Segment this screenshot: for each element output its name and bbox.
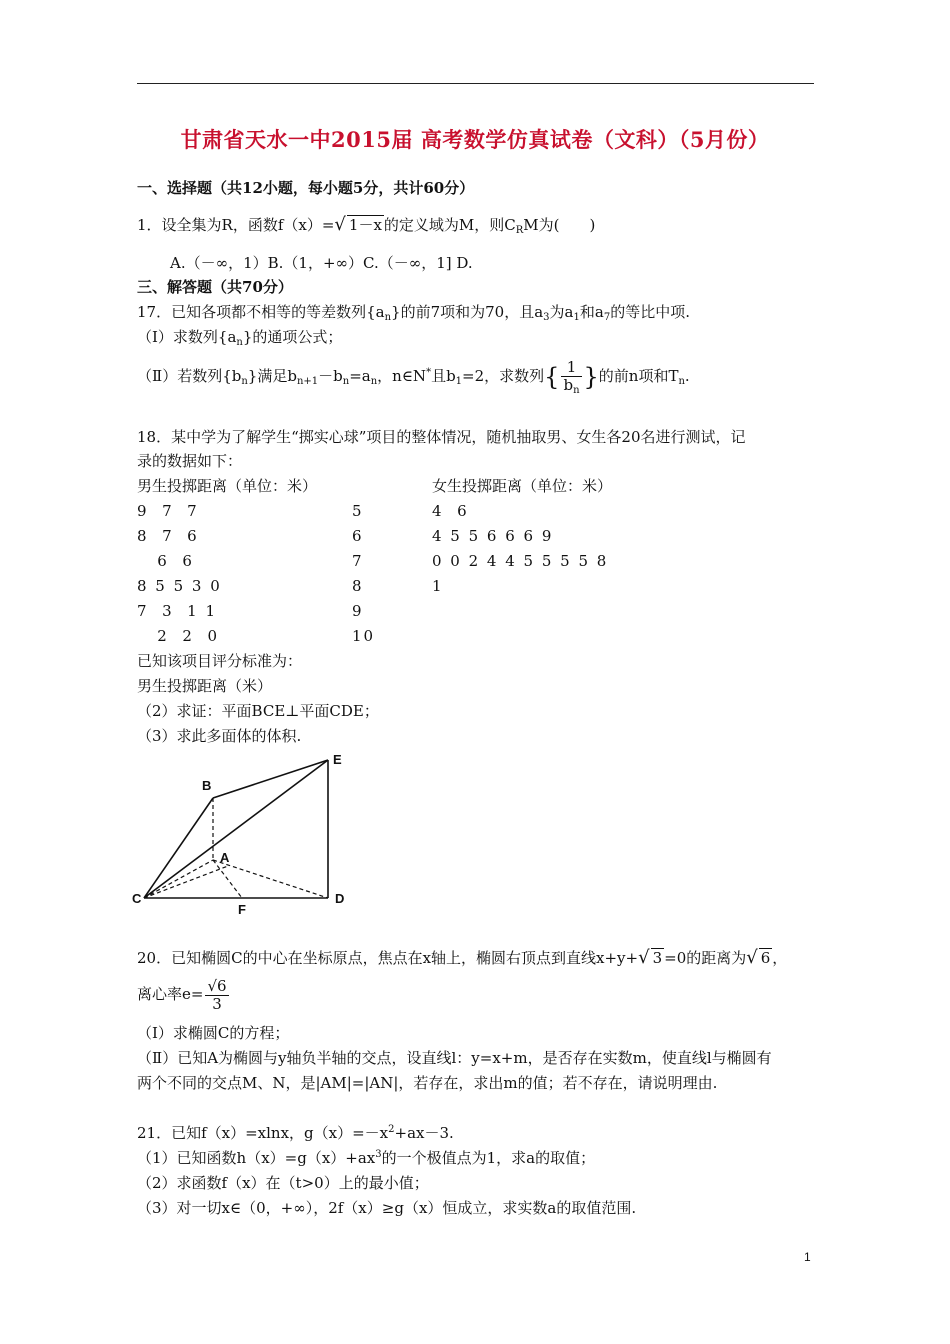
label-f: F <box>238 902 246 917</box>
q17-part2-sub: 1 <box>455 376 463 387</box>
q17-part2 <box>137 358 690 397</box>
q21-part3: （3）对一切x∈（0，+∞），2f（x）≥g（x）恒成立，求实数a的取值范围. <box>137 1199 637 1217</box>
q21-part1 <box>137 1149 595 1170</box>
q18-male-label: 男生投掷距离（米） <box>137 677 273 695</box>
q17-part2-sup: * <box>426 367 432 378</box>
male-leaves: 6 6 <box>137 552 194 570</box>
right-brace: } <box>583 363 599 391</box>
q17-part1-sub: n <box>236 337 243 348</box>
edge-bc <box>144 798 213 898</box>
q21-sup: 2 <box>388 1124 395 1135</box>
den-sub: n <box>573 384 580 396</box>
q20-part2-line1: （Ⅱ）已知A为椭圆与y轴负半轴的交点，设直线l：y=x+m，是否存在实数m，使直线l与椭圆有 <box>137 1049 772 1067</box>
q21-part1-text: 的一个极值点为1，求a的取值； <box>381 1149 596 1167</box>
section-heading-answers: 三、解答题（共70分） <box>137 278 293 296</box>
q17-part2-text: =2，求数列 <box>462 367 545 385</box>
stem-value: 5 <box>352 502 364 520</box>
section-heading-choice: 一、选择题（共12小题，每小题5分，共计60分） <box>137 179 475 197</box>
q21-part1-sup: 3 <box>375 1149 382 1160</box>
q20-line1 <box>137 948 787 967</box>
q20-line2 <box>137 976 231 1013</box>
q17-sub: 3 <box>543 312 550 323</box>
edge-ad <box>213 860 328 898</box>
question-1 <box>137 215 595 237</box>
label-b: B <box>202 778 212 793</box>
q17-text: 为a <box>549 303 574 321</box>
q20-text: =0的距离为 <box>664 949 747 967</box>
q17-part2-text: }满足b <box>247 367 297 385</box>
stem-value: 10 <box>352 627 376 645</box>
q20-part2-line2: 两个不同的交点M、N，是|AM|=|AN|，若存在，求出m的值；若不存在，请说明理由. <box>137 1074 718 1092</box>
q1-prefix: 1．设全集为R，函数f（x）= <box>137 216 335 234</box>
radical-symbol: √ <box>746 947 758 968</box>
q17-part2-text: －b <box>318 367 343 385</box>
q17-text: 17．已知各项都不相等的等差数列{a <box>137 303 385 321</box>
q1-suffix2: M为( ) <box>523 216 596 234</box>
q17-part2-text: 且b <box>431 367 456 385</box>
stem-value: 8 <box>352 577 364 595</box>
q17-part2-sub: n <box>241 376 248 387</box>
edge-c-mid <box>144 866 228 898</box>
q17-text: 的等比中项. <box>610 303 690 321</box>
fraction-numerator <box>205 978 228 996</box>
q21-part1-text: （1）已知函数h（x）=g（x）+ax <box>137 1149 376 1167</box>
stem-value: 7 <box>352 552 364 570</box>
q18-part2: （2）求证：平面BCE⊥平面CDE； <box>137 702 379 720</box>
polyhedron-figure <box>130 748 360 920</box>
page-number: 1 <box>804 1250 811 1264</box>
q20-text: 20．已知椭圆C的中心在坐标原点，焦点在x轴上，椭圆右顶点到直线x+y+ <box>137 949 639 967</box>
q17-part2-text: 的前n项和T <box>598 367 679 385</box>
label-a: A <box>220 850 230 865</box>
q17-part2-sub: n <box>678 376 685 387</box>
female-header: 女生投掷距离（单位：米） <box>432 477 613 495</box>
q17-part1-text: }的通项公式； <box>242 328 343 346</box>
q17-part2-text: . <box>684 367 690 385</box>
q17-fraction <box>561 359 581 396</box>
female-leaves: 1 <box>432 577 444 595</box>
label-e: E <box>333 752 342 767</box>
q20-fraction <box>205 978 228 1013</box>
q20-text: ， <box>772 949 788 967</box>
q18-standard: 已知该项目评分标准为： <box>137 652 303 670</box>
q17-part2-text: （Ⅱ）若数列{b <box>137 367 242 385</box>
q20-sqrt3: 3 <box>652 949 663 967</box>
male-leaves: 8 7 6 <box>137 527 199 545</box>
q21-line1 <box>137 1124 454 1145</box>
q21-text: 21．已知f（x）=xlnx，g（x）=－x <box>137 1124 389 1142</box>
male-header: 男生投掷距离（单位：米） <box>137 477 318 495</box>
q21-part2: （2）求函数f（x）在（t>0）上的最小值； <box>137 1174 429 1192</box>
fraction-denominator: 3 <box>212 994 222 1013</box>
male-leaves: 2 2 0 <box>137 627 220 645</box>
edge-ce <box>144 760 328 898</box>
q20-part1: （Ⅰ）求椭圆C的方程； <box>137 1024 290 1042</box>
q18-part3: （3）求此多面体的体积. <box>137 727 302 745</box>
q17-part2-sub: n+1 <box>296 376 319 387</box>
male-leaves: 8 5 5 3 0 <box>137 577 222 595</box>
female-leaves: 4 5 5 6 6 6 9 <box>432 527 554 545</box>
q21-text: +ax－3. <box>394 1124 454 1142</box>
q17-text: }的前7项和为70，且a <box>391 303 544 321</box>
q17-part2-sub: n <box>342 376 350 387</box>
radical-symbol: √ <box>638 947 650 968</box>
q1-sqrt: 1－x <box>348 216 382 234</box>
radical-symbol: √ <box>334 214 346 235</box>
radical-symbol: √ <box>207 976 218 995</box>
stem-value: 6 <box>352 527 364 545</box>
header-rule <box>137 83 814 84</box>
q17-part1-text: （Ⅰ）求数列{a <box>137 328 237 346</box>
num-value: 6 <box>217 976 227 995</box>
q20-sqrt6: 6 <box>760 949 771 967</box>
q17-sub: 1 <box>573 312 580 323</box>
den-text: b <box>563 375 574 394</box>
fraction-numerator: 1 <box>561 359 581 377</box>
q17-part2-text: ，n∈N <box>377 367 427 385</box>
edge-af <box>213 860 242 898</box>
q17-sub: 7 <box>603 312 611 323</box>
question-17 <box>137 303 690 324</box>
edge-be <box>213 760 328 798</box>
fraction-denominator <box>561 377 581 396</box>
stem-value: 9 <box>352 602 364 620</box>
q17-part1 <box>137 328 342 349</box>
q17-part2-text: =a <box>349 367 371 385</box>
q1-sub: R <box>515 225 524 236</box>
label-c: C <box>132 891 142 906</box>
edge-ca <box>144 860 213 898</box>
female-leaves: 0 0 2 4 4 5 5 5 5 8 <box>432 552 609 570</box>
page-title: 甘肃省天水一中2015届 高考数学仿真试卷（文科）（5月份） <box>180 127 770 152</box>
female-leaves: 4 6 <box>432 502 469 520</box>
q20-text: 离心率e= <box>137 985 204 1003</box>
q1-suffix: 的定义域为M，则C <box>383 216 516 234</box>
q17-part2-sub: n <box>370 376 378 387</box>
left-brace: { <box>544 363 560 391</box>
q18-line1: 18．某中学为了解学生“掷实心球”项目的整体情况，随机抽取男、女生各20名进行测试，记 <box>137 428 746 446</box>
q17-text: 和a <box>579 303 604 321</box>
label-d: D <box>335 891 345 906</box>
q17-sub: n <box>384 312 392 323</box>
q18-line2: 录的数据如下： <box>137 452 243 470</box>
q1-options: A.（－∞，1）B.（1，+∞）C.（－∞，1] D. <box>170 254 473 272</box>
male-leaves: 7 3 1 1 <box>137 602 218 620</box>
male-leaves: 9 7 7 <box>137 502 199 520</box>
